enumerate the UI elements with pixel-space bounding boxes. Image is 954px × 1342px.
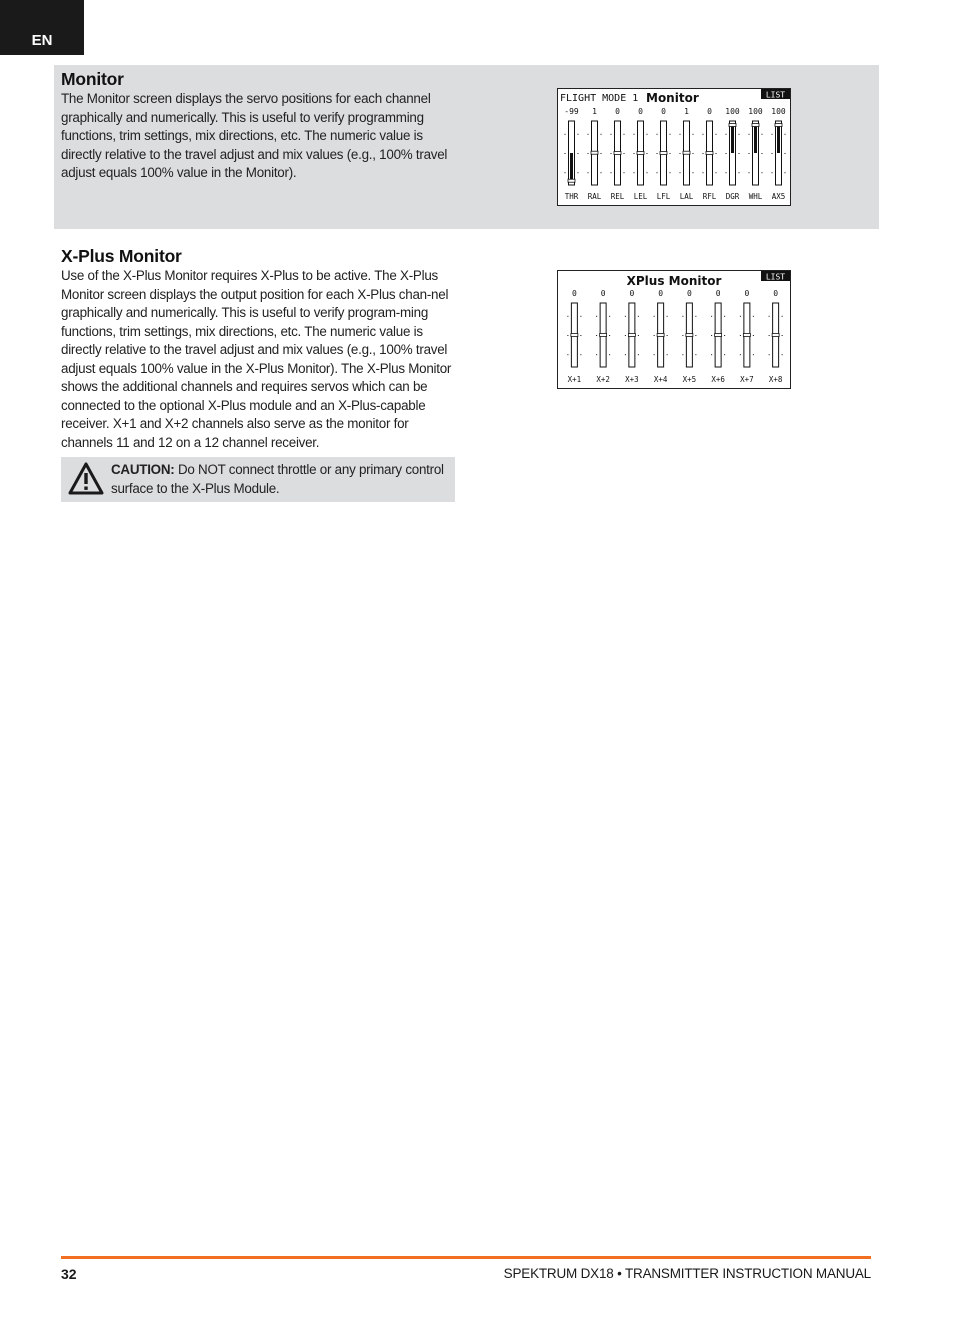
channel-tick bbox=[680, 172, 681, 173]
channel-tick bbox=[647, 134, 648, 135]
monitor-screen-title: Monitor bbox=[646, 91, 699, 105]
channel-tick bbox=[785, 172, 786, 173]
channel-tick bbox=[601, 153, 602, 154]
channel-tick bbox=[695, 335, 696, 336]
channel-marker bbox=[743, 334, 750, 337]
channel-label: WHL bbox=[748, 192, 763, 201]
channel-tick bbox=[609, 316, 610, 317]
channel-tick bbox=[772, 153, 773, 154]
xplus-body: Use of the X-Plus Monitor requires X-Plus to be active. The X-Plus Monitor screen displays the output position for each X-Plus chan-nel graphically and numerically. This is useful to verify program-ming functions, trim settings, mix directions, etc. The numeric value is directly relative to the travel adjust and mix values (e.g., 100% travel adjust equals 100% value in the X-Plus Monitor). The X-Plus Monitor shows the additional channels and requires servos which can be connected to the optional X-Plus module and an X-Plus-capable receiver. X+1 and X+2 channels also serve as the monitor for channels 11 and 12 on a 12 channel receiver. bbox=[61, 268, 452, 450]
channel-tick bbox=[726, 153, 727, 154]
channel-fill bbox=[570, 153, 573, 181]
channel-tick bbox=[565, 134, 566, 135]
channel-tick bbox=[567, 316, 568, 317]
channel-tick bbox=[753, 335, 754, 336]
channel-tick bbox=[772, 172, 773, 173]
channel-tick bbox=[567, 335, 568, 336]
footer-rule bbox=[61, 1256, 871, 1259]
monitor-screen bbox=[557, 88, 791, 206]
channel-marker bbox=[686, 334, 693, 337]
channel-label: X+8 bbox=[768, 375, 783, 384]
channel-tick bbox=[638, 354, 639, 355]
channel-tick bbox=[724, 354, 725, 355]
channel-label: REL bbox=[610, 192, 625, 201]
channel-tick bbox=[654, 316, 655, 317]
channel-tick bbox=[647, 153, 648, 154]
warning-triangle-icon bbox=[68, 462, 104, 496]
channel-tick bbox=[716, 172, 717, 173]
channel-tick bbox=[634, 153, 635, 154]
channel-label: LAL bbox=[679, 192, 694, 201]
channel-tick bbox=[580, 316, 581, 317]
channel-tick bbox=[647, 172, 648, 173]
channel-value: 100 bbox=[748, 107, 763, 116]
channel-tick bbox=[625, 354, 626, 355]
channel-tick bbox=[667, 316, 668, 317]
channel-tick bbox=[782, 316, 783, 317]
channel-tick bbox=[654, 354, 655, 355]
xplus-title: X-Plus Monitor bbox=[61, 246, 182, 266]
channel-tick bbox=[638, 335, 639, 336]
channel-tick bbox=[724, 316, 725, 317]
channel-tick bbox=[670, 172, 671, 173]
channel-label: AX5 bbox=[771, 192, 786, 201]
channel-tick bbox=[740, 316, 741, 317]
channel-tick bbox=[667, 335, 668, 336]
channel-tick bbox=[682, 316, 683, 317]
channel-tick bbox=[711, 354, 712, 355]
channel-label: X+2 bbox=[596, 375, 610, 384]
page-number: 32 bbox=[61, 1266, 77, 1282]
channel-tick bbox=[588, 153, 589, 154]
channel-tick bbox=[567, 354, 568, 355]
channel-tick bbox=[588, 134, 589, 135]
channel-marker bbox=[660, 152, 667, 155]
channel-tick bbox=[695, 354, 696, 355]
channel-label: X+6 bbox=[711, 375, 725, 384]
channel-tick bbox=[609, 335, 610, 336]
channel-tick bbox=[680, 153, 681, 154]
channel-label: RAL bbox=[587, 192, 602, 201]
channel-tick bbox=[785, 134, 786, 135]
channel-marker bbox=[637, 152, 644, 155]
channel-value: 100 bbox=[771, 107, 786, 116]
channel-tick bbox=[693, 153, 694, 154]
channel-label: X+7 bbox=[740, 375, 754, 384]
channel-label: LFL bbox=[656, 192, 671, 201]
xplus-list-button-label: LIST bbox=[765, 272, 786, 282]
channel-tick bbox=[657, 153, 658, 154]
xplus-screen-title: XPlus Monitor bbox=[626, 274, 722, 288]
channel-tick bbox=[580, 354, 581, 355]
channel-tick bbox=[596, 335, 597, 336]
channel-value: 0 bbox=[661, 107, 666, 116]
channel-tick bbox=[596, 354, 597, 355]
channel-value: 0 bbox=[744, 289, 750, 298]
channel-tick bbox=[785, 153, 786, 154]
channel-label: RFL bbox=[702, 192, 717, 201]
channel-label: X+5 bbox=[682, 375, 697, 384]
monitor-screen-display bbox=[558, 89, 790, 205]
channel-tick bbox=[625, 316, 626, 317]
channel-tick bbox=[625, 335, 626, 336]
channel-tick bbox=[624, 153, 625, 154]
channel-value: 0 bbox=[600, 289, 606, 298]
channel-tick bbox=[739, 134, 740, 135]
channel-tick bbox=[782, 335, 783, 336]
monitor-list-button-label: LIST bbox=[765, 90, 786, 100]
channel-tick bbox=[578, 172, 579, 173]
channel-marker bbox=[772, 334, 779, 337]
channel-tick bbox=[588, 172, 589, 173]
channel-marker bbox=[715, 334, 722, 337]
xplus-screen bbox=[557, 270, 791, 389]
channel-tick bbox=[634, 172, 635, 173]
channel-value: -99 bbox=[564, 107, 579, 116]
channel-tick bbox=[762, 134, 763, 135]
channel-tick bbox=[724, 335, 725, 336]
channel-value: 0 bbox=[638, 107, 643, 116]
language-tab-label: EN bbox=[31, 32, 53, 49]
channel-tick bbox=[703, 172, 704, 173]
channel-tick bbox=[740, 335, 741, 336]
channel-tick bbox=[596, 316, 597, 317]
channel-tick bbox=[693, 134, 694, 135]
channel-tick bbox=[762, 172, 763, 173]
channel-tick bbox=[565, 172, 566, 173]
channel-tick bbox=[693, 172, 694, 173]
channel-value: 0 bbox=[571, 289, 577, 298]
channel-tick bbox=[624, 172, 625, 173]
channel-marker bbox=[628, 334, 635, 337]
channel-tick bbox=[609, 354, 610, 355]
channel-marker bbox=[600, 334, 607, 337]
channel-tick bbox=[782, 354, 783, 355]
monitor-flight-mode: FLIGHT MODE 1 bbox=[560, 93, 639, 104]
channel-tick bbox=[611, 172, 612, 173]
channel-tick bbox=[657, 134, 658, 135]
caution-message: Do NOT connect throttle or any primary control surface to the X-Plus Module. bbox=[111, 462, 444, 496]
caution-text bbox=[111, 461, 447, 498]
caution-label: CAUTION: bbox=[111, 462, 175, 477]
channel-tick bbox=[740, 354, 741, 355]
channel-marker bbox=[752, 124, 759, 127]
channel-value: 0 bbox=[707, 107, 712, 116]
channel-value: 1 bbox=[684, 107, 689, 116]
channel-value: 0 bbox=[629, 289, 635, 298]
channel-tick bbox=[753, 316, 754, 317]
channel-label: DGR bbox=[725, 192, 740, 201]
channel-tick bbox=[638, 316, 639, 317]
channel-label: X+4 bbox=[653, 375, 668, 384]
channel-marker bbox=[775, 124, 782, 127]
channel-value: 1 bbox=[592, 107, 597, 116]
channel-tick bbox=[711, 316, 712, 317]
channel-marker bbox=[568, 179, 575, 182]
channel-tick bbox=[716, 153, 717, 154]
channel-value: 0 bbox=[686, 289, 692, 298]
channel-value: 0 bbox=[715, 289, 721, 298]
channel-marker bbox=[591, 151, 598, 154]
channel-tick bbox=[578, 153, 579, 154]
xplus-screen-display bbox=[558, 271, 790, 388]
channel-label: THR bbox=[564, 192, 579, 201]
channel-value: 100 bbox=[725, 107, 740, 116]
channel-fill bbox=[731, 125, 734, 153]
monitor-body: The Monitor screen displays the servo positions for each channel graphically and numerically. This is useful to verify programming functions, trim settings, mix directions, etc. The numeric value is directly relative to the travel adjust and mix values (e.g., 100% travel adjust equals 100% value in the Monitor). bbox=[61, 91, 448, 180]
channel-marker bbox=[571, 334, 578, 337]
channel-tick bbox=[670, 134, 671, 135]
channel-tick bbox=[601, 134, 602, 135]
caution-box bbox=[61, 457, 455, 502]
channel-tick bbox=[657, 172, 658, 173]
channel-marker bbox=[706, 152, 713, 155]
channel-tick bbox=[578, 134, 579, 135]
channel-tick bbox=[565, 153, 566, 154]
channel-tick bbox=[772, 134, 773, 135]
channel-tick bbox=[769, 354, 770, 355]
channel-value: 0 bbox=[658, 289, 664, 298]
channel-value: 0 bbox=[773, 289, 779, 298]
channel-tick bbox=[739, 153, 740, 154]
monitor-title: Monitor bbox=[61, 69, 124, 89]
channel-tick bbox=[611, 134, 612, 135]
channel-tick bbox=[611, 153, 612, 154]
channel-tick bbox=[769, 316, 770, 317]
channel-tick bbox=[695, 316, 696, 317]
channel-marker bbox=[729, 124, 736, 127]
channel-tick bbox=[601, 172, 602, 173]
channel-tick bbox=[749, 134, 750, 135]
channel-tick bbox=[682, 335, 683, 336]
footer-title: SPEKTRUM DX18 • TRANSMITTER INSTRUCTION MANUAL bbox=[503, 1266, 871, 1281]
channel-fill bbox=[777, 125, 780, 153]
channel-tick bbox=[580, 335, 581, 336]
channel-tick bbox=[769, 335, 770, 336]
channel-marker bbox=[614, 152, 621, 155]
channel-marker bbox=[683, 151, 690, 154]
channel-tick bbox=[753, 354, 754, 355]
channel-fill bbox=[754, 125, 757, 153]
channel-tick bbox=[654, 335, 655, 336]
channel-tick bbox=[670, 153, 671, 154]
channel-value: 0 bbox=[615, 107, 620, 116]
channel-tick bbox=[726, 172, 727, 173]
channel-tick bbox=[762, 153, 763, 154]
channel-tick bbox=[749, 172, 750, 173]
channel-tick bbox=[703, 153, 704, 154]
channel-label: X+1 bbox=[567, 375, 582, 384]
channel-tick bbox=[682, 354, 683, 355]
channel-tick bbox=[711, 335, 712, 336]
language-tab bbox=[0, 0, 84, 55]
channel-tick bbox=[739, 172, 740, 173]
channel-tick bbox=[716, 134, 717, 135]
channel-tick bbox=[749, 153, 750, 154]
channel-tick bbox=[726, 134, 727, 135]
channel-label: X+3 bbox=[625, 375, 639, 384]
channel-tick bbox=[667, 354, 668, 355]
channel-tick bbox=[624, 134, 625, 135]
channel-tick bbox=[680, 134, 681, 135]
channel-marker bbox=[657, 334, 664, 337]
channel-tick bbox=[703, 134, 704, 135]
channel-label: LEL bbox=[633, 192, 648, 201]
channel-tick bbox=[634, 134, 635, 135]
